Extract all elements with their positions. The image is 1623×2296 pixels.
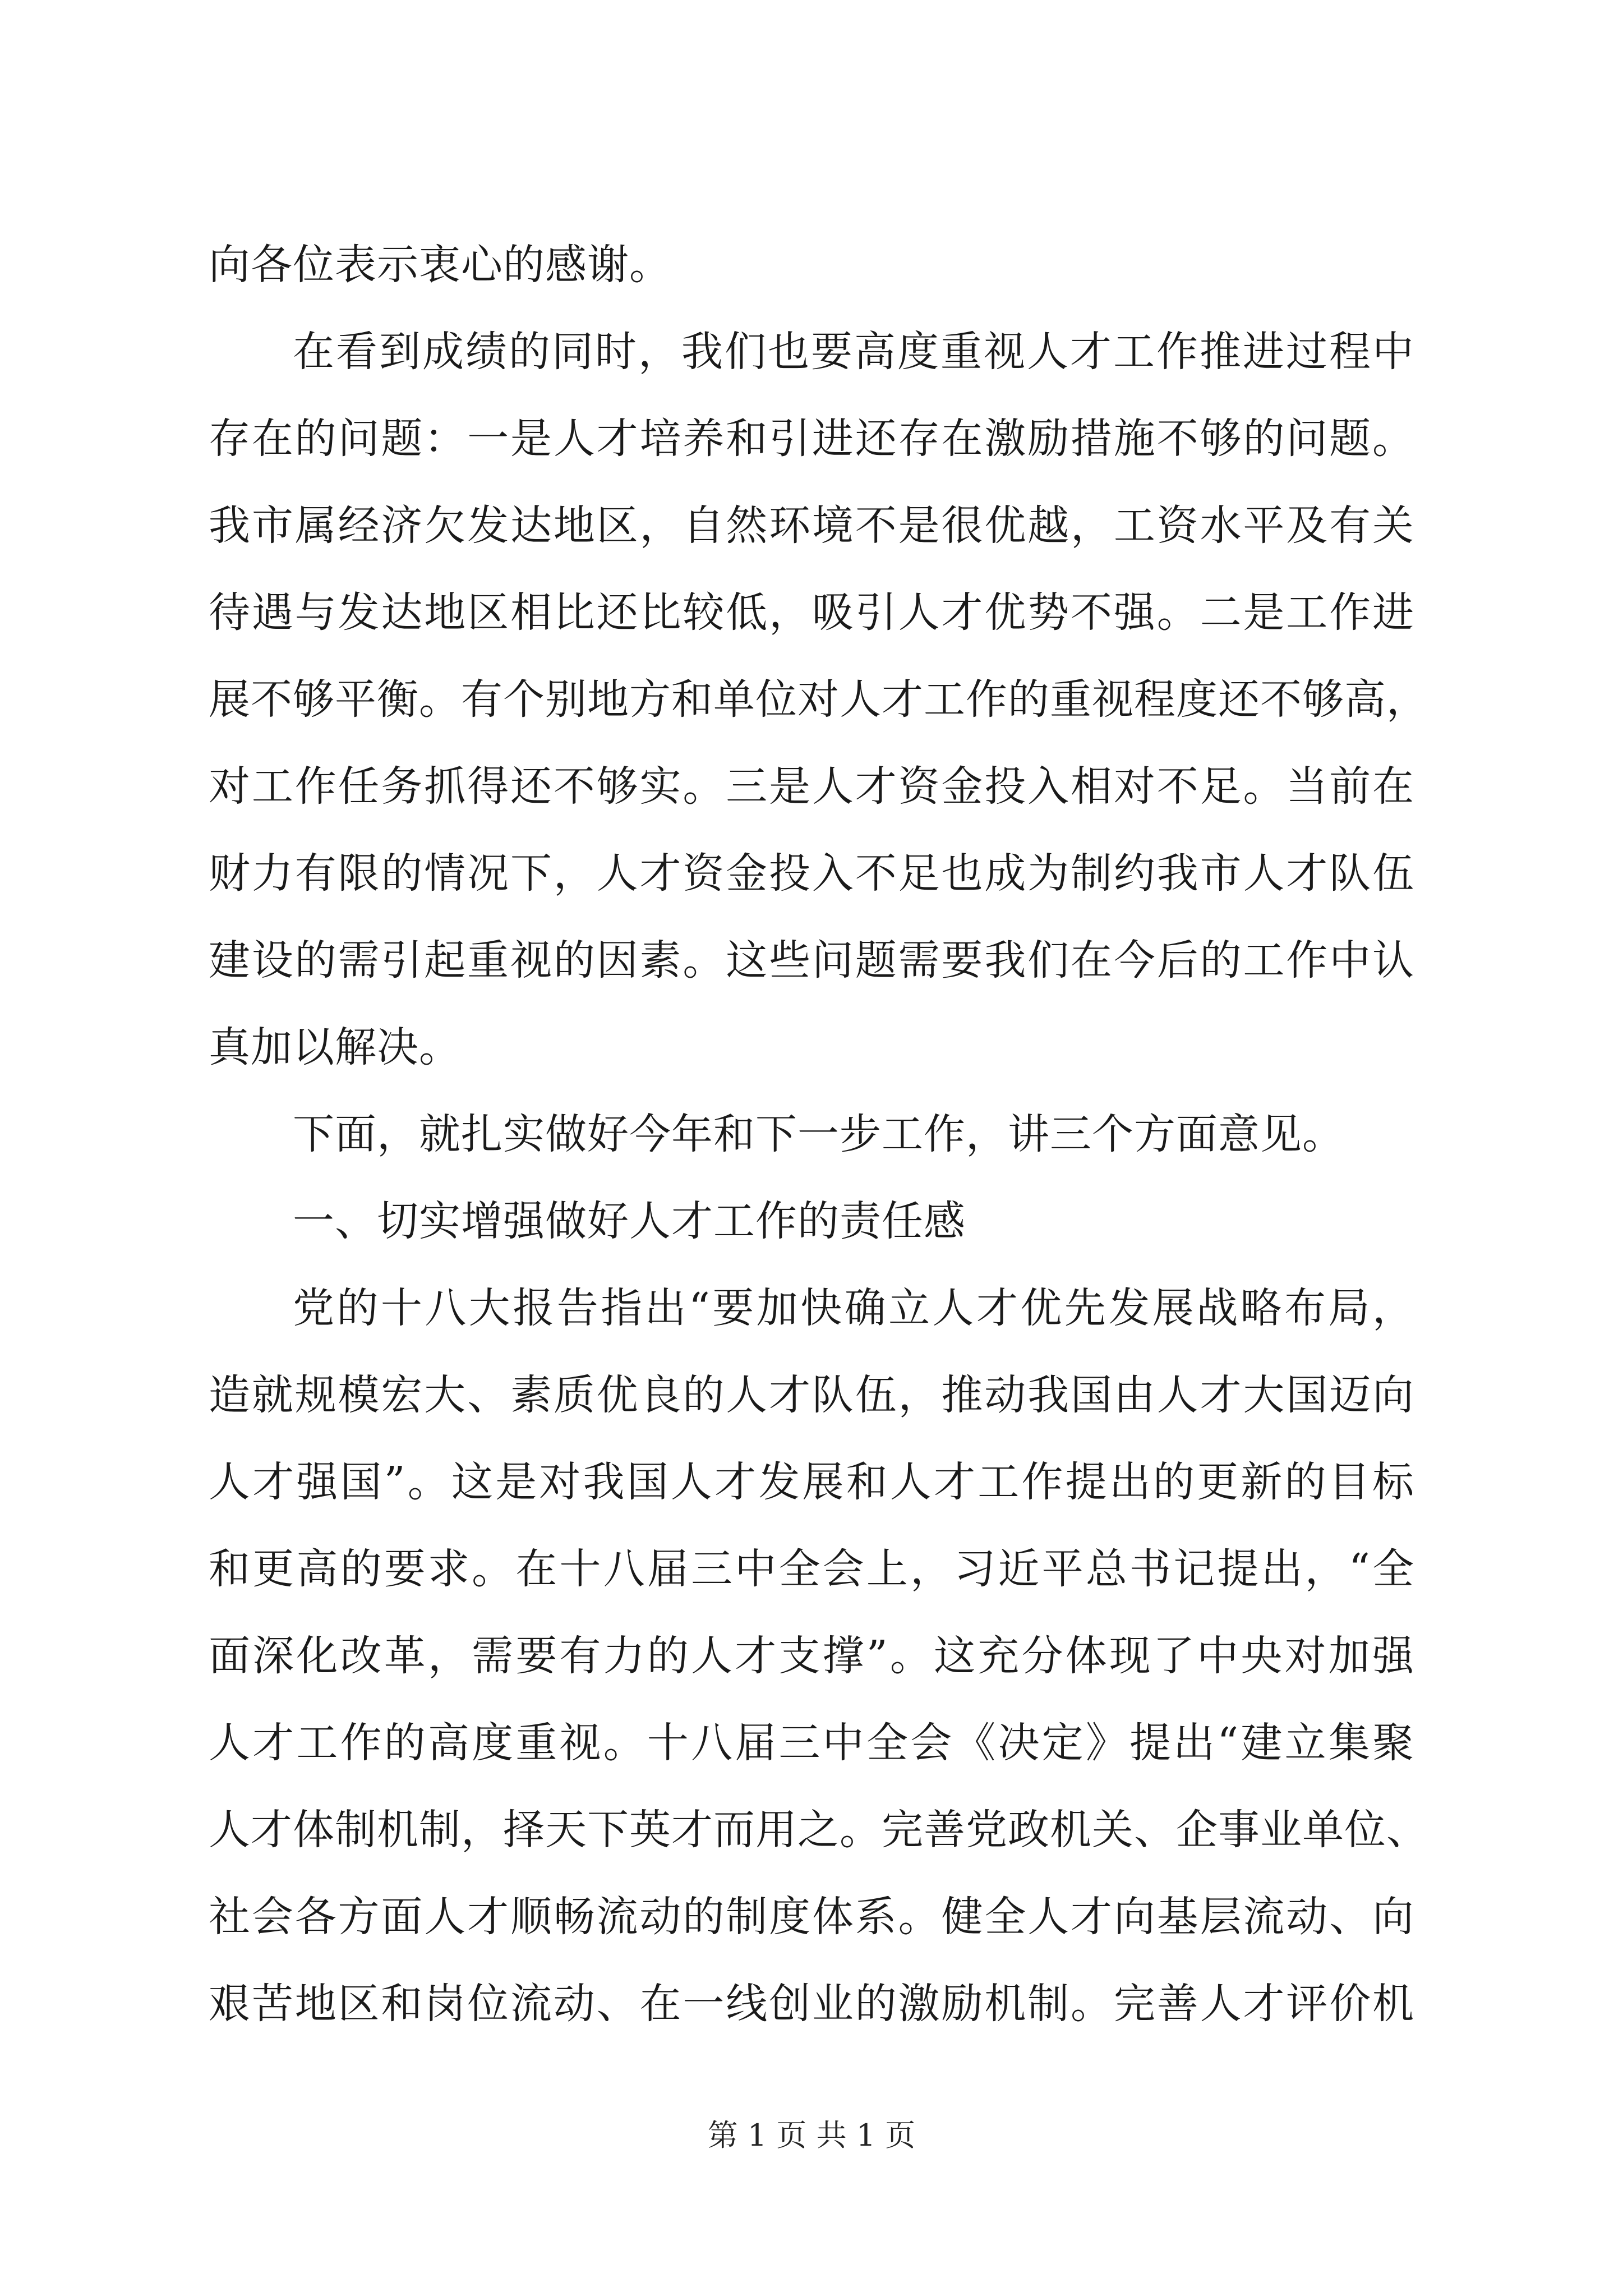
text-line: 人才工作的高度重视。十八届三中全会《决定》提出“建立集聚 <box>209 1719 1414 1767</box>
text-line: 展不够平衡。有个别地方和单位对人才工作的重视程度还不够高， <box>209 675 1428 724</box>
text-line: 在看到成绩的同时，我们也要高度重视人才工作推进过程中 <box>293 328 1414 376</box>
text-line: 建设的需引起重视的因素。这些问题需要我们在今后的工作中认 <box>209 936 1414 984</box>
text-line: 造就规模宏大、素质优良的人才队伍，推动我国由人才大国迈向 <box>209 1371 1414 1419</box>
text-line: 财力有限的情况下，人才资金投入不足也成为制约我市人才队伍 <box>209 849 1414 898</box>
text-line: 对工作任务抓得还不够实。三是人才资金投入相对不足。当前在 <box>209 762 1414 811</box>
text-line: 我市属经济欠发达地区，自然环境不是很优越，工资水平及有关 <box>209 501 1414 550</box>
text-line: 下面，就扎实做好今年和下一步工作，讲三个方面意见。 <box>293 1110 1344 1158</box>
text-line: 艰苦地区和岗位流动、在一线创业的激励机制。完善人才评价机 <box>209 1980 1414 2028</box>
section-heading: 一、切实增强做好人才工作的责任感 <box>293 1197 966 1245</box>
text-line: 人才强国”。这是对我国人才发展和人才工作提出的更新的目标 <box>209 1458 1414 1506</box>
text-line: 面深化改革，需要有力的人才支撑”。这充分体现了中央对加强 <box>209 1632 1414 1680</box>
text-line: 待遇与发达地区相比还比较低，吸引人才优势不强。二是工作进 <box>209 588 1414 637</box>
text-line: 人才体制机制，择天下英才而用之。完善党政机关、企事业单位、 <box>209 1806 1428 1854</box>
text-line: 党的十八大报告指出“要加快确立人才优先发展战略布局， <box>293 1284 1414 1332</box>
text-line: 向各位表示衷心的感谢。 <box>209 241 671 289</box>
page-footer: 第 1 页 共 1 页 <box>707 2118 916 2153</box>
text-line: 和更高的要求。在十八届三中全会上，习近平总书记提出，“全 <box>209 1545 1414 1593</box>
text-line: 存在的问题：一是人才培养和引进还存在激励措施不够的问题。 <box>209 415 1414 463</box>
body-text <box>209 222 1428 2047</box>
text-line: 真加以解决。 <box>209 1023 461 1071</box>
text-line: 社会各方面人才顺畅流动的制度体系。健全人才向基层流动、向 <box>209 1893 1414 1941</box>
